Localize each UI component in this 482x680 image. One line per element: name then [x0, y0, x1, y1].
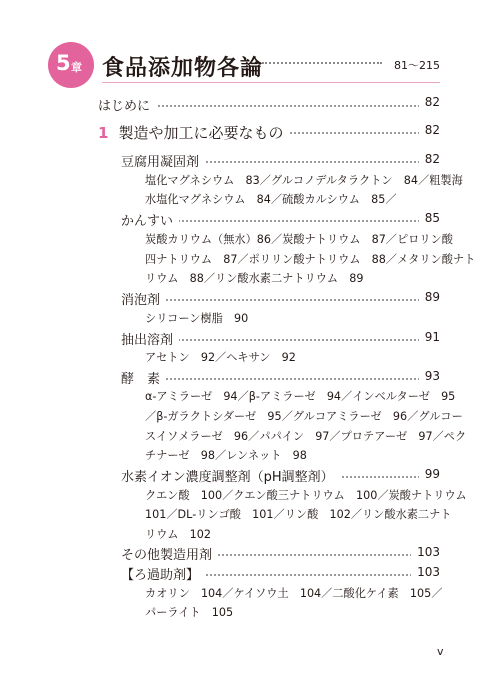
section-number: 1	[98, 124, 109, 142]
toc-topic[interactable]	[121, 210, 440, 230]
toc-topic[interactable]	[121, 544, 440, 564]
topic-detail-line: リウム 88／リン酸水素二ナトリウム 89	[145, 272, 364, 285]
topic-detail-line: ／β-ガラクトシダーゼ 95／グルコアミラーゼ 96／グルコー	[145, 410, 463, 423]
chapter-number: 5	[56, 51, 71, 75]
topic-detail-line: アセトン 92／ヘキサン 92	[145, 351, 296, 364]
topic-detail-line: 水塩化マグネシウム 84／硫酸カルシウム 85／	[145, 193, 397, 206]
section-heading	[98, 122, 289, 143]
toc-topic[interactable]	[121, 368, 440, 388]
toc-topic[interactable]	[121, 329, 440, 349]
toc-page-number: 82	[419, 123, 440, 137]
toc-page-number: 103	[411, 565, 440, 579]
topic-label: 豆腐用凝固剤	[121, 151, 205, 170]
chapter-leader	[262, 62, 382, 64]
toc-page-number: 85	[419, 211, 440, 225]
topic-label: 酵 素	[121, 368, 166, 387]
toc-page-number: 91	[419, 330, 440, 344]
section-label: 製造や加工に必要なもの	[118, 124, 284, 142]
toc-topic[interactable]	[121, 564, 440, 584]
topic-detail-line: チナーゼ 98／レンネット 98	[145, 449, 307, 462]
toc-topic[interactable]	[121, 466, 440, 486]
topic-label: 抽出溶剤	[121, 329, 179, 348]
toc-page-number: 93	[419, 369, 440, 383]
topic-detail-line: α-アミラーゼ 94／β-アミラーゼ 94／インベルターゼ 95	[145, 390, 456, 403]
topic-label: 消泡剤	[121, 289, 166, 308]
chapter-badge	[48, 42, 94, 88]
page-folio: v	[437, 645, 444, 658]
chapter-page-range: 81～215	[394, 59, 440, 72]
dot-leader	[121, 378, 440, 380]
topic-detail-line: シリコーン樹脂 90	[145, 312, 249, 325]
topic-detail-line: 塩化マグネシウム 83／グルコノデルタラクトン 84／粗製海	[145, 174, 463, 187]
toc-topic[interactable]	[121, 289, 440, 309]
topic-label: かんすい	[121, 210, 179, 229]
toc-page-number: 82	[419, 152, 440, 166]
toc-page-number: 89	[419, 290, 440, 304]
toc-page-number: 99	[419, 467, 440, 481]
topic-label: 【ろ過助剤】	[121, 564, 205, 583]
topic-detail-line: 101／DL-リンゴ酸 101／リン酸 102／リン酸水素二ナト	[145, 508, 452, 521]
chapter-unit: 章	[71, 61, 82, 74]
topic-detail-line: リウム 102	[145, 528, 211, 541]
topic-detail-line: パーライト 105	[145, 606, 234, 619]
toc-entry-label: はじめに	[98, 95, 156, 114]
toc-page-number: 103	[411, 545, 440, 559]
chapter-underline	[102, 82, 440, 83]
topic-detail-line: 四ナトリウム 87／ポリリン酸ナトリウム 88／メタリン酸ナト	[145, 253, 476, 266]
toc-page-number: 82	[419, 95, 440, 109]
toc-section-1[interactable]	[98, 122, 440, 142]
topic-detail-line: スイソメラーゼ 96／パパイン 97／プロテアーゼ 97／ペク	[145, 430, 467, 443]
chapter-header	[48, 42, 440, 90]
dot-leader	[121, 299, 440, 301]
topic-detail-line: カオリン 104／ケイソウ土 104／二酸化ケイ素 105／	[145, 587, 443, 600]
topic-label: 水素イオン濃度調整剤（pH調整剤）	[121, 466, 340, 485]
toc-entry-intro[interactable]	[98, 95, 440, 115]
topic-detail-line: クエン酸 100／クエン酸三ナトリウム 100／炭酸ナトリウム	[145, 489, 467, 502]
chapter-title: 食品添加物各論	[102, 56, 264, 81]
toc-topic[interactable]	[121, 151, 440, 171]
topic-label: その他製造用剤	[121, 544, 218, 563]
topic-detail-line: 炭酸カリウム（無水）86／炭酸ナトリウム 87／ピロリン酸	[145, 233, 453, 246]
